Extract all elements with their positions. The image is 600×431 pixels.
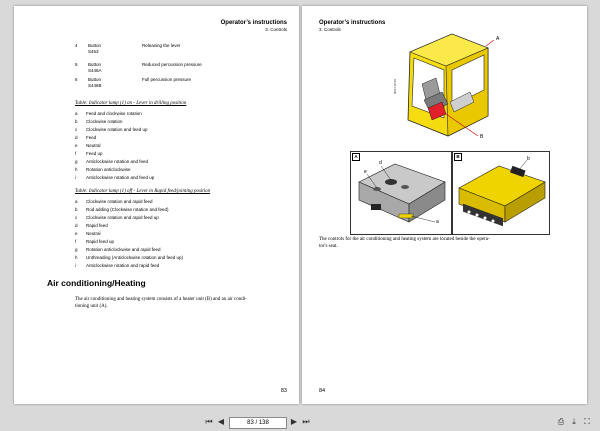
button-number: 6 <box>75 77 78 82</box>
table2-row <box>75 247 161 252</box>
row-text: Feed up <box>86 151 103 156</box>
figure-tag: B <box>454 153 462 161</box>
page-number: 84 <box>319 388 326 394</box>
row-text: Unthreading (Anticlockwise rotation and feed up) <box>86 255 184 260</box>
row-letter: i <box>75 263 76 268</box>
row-letter: i <box>75 175 76 180</box>
row-text: Rod adding (Clockwise rotation and feed) <box>86 207 169 212</box>
row-text: Anticlockwise rotation and feed <box>86 159 149 164</box>
paragraph-line: The air conditioning and heating system consists of a heater unit (B) and an air condi- <box>75 297 247 302</box>
document-page-right <box>302 6 587 404</box>
paragraph-line: tioning unit (A). <box>75 304 108 309</box>
page-number: 83 <box>280 388 287 394</box>
row-letter: d <box>75 223 78 228</box>
table2-row <box>75 231 101 236</box>
row-letter: c <box>75 215 78 220</box>
row-text: Clockwise rotation and feed up <box>86 127 148 132</box>
pdf-toolbar <box>0 414 600 431</box>
button-number: 4 <box>75 43 78 48</box>
previous-page-icon[interactable]: ◀ <box>217 417 225 426</box>
row-letter: a <box>75 199 78 204</box>
row-letter: g <box>75 247 78 252</box>
button-name: Button S453 <box>88 43 102 54</box>
row-letter: e <box>75 231 78 236</box>
document-page-left <box>14 6 299 404</box>
button-description: Releasing the lever <box>142 43 181 48</box>
download-icon[interactable]: ⤓ <box>572 417 576 426</box>
table2-row <box>75 255 183 260</box>
table1-caption: Table: Indicator lamp (1) on - Lever in drilling position <box>75 101 187 106</box>
figure-letter: b <box>527 156 530 162</box>
section-heading: Air conditioning/Heating <box>47 278 146 288</box>
table1-row <box>75 127 148 132</box>
table1-row <box>75 119 123 124</box>
print-icon[interactable]: ⎙ <box>557 417 565 426</box>
header-title: Operator’s instructions <box>220 20 287 26</box>
row-text: Feed <box>86 135 97 140</box>
table1-row <box>75 111 142 116</box>
row-text: Anticlockwise rotation and feed up <box>86 175 155 180</box>
row-letter: c <box>75 127 78 132</box>
body-paragraph <box>319 236 574 250</box>
row-letter: f <box>75 239 77 244</box>
button-name: Button S446B <box>88 77 102 88</box>
figure-label-a: A <box>496 36 500 42</box>
figure-letter: e <box>364 169 367 175</box>
table2-row <box>75 223 108 228</box>
row-letter: d <box>75 135 78 140</box>
cab-illustration <box>390 24 500 148</box>
figure-label-b: B <box>480 134 484 140</box>
table1-row <box>75 135 96 140</box>
header-title: Operator’s instructions <box>319 20 386 26</box>
figure-letter: a <box>436 219 439 225</box>
row-text: Neutral <box>86 231 101 236</box>
body-paragraph <box>75 296 290 310</box>
table2-row <box>75 199 153 204</box>
table1-row <box>75 159 148 164</box>
row-letter: b <box>75 207 78 212</box>
row-text: Rotation anticlockwise and rapid feed <box>86 247 161 252</box>
row-text: Clockwise rotation and rapid feed up <box>86 215 159 220</box>
table2-row <box>75 215 159 220</box>
row-text: Clockwise rotation <box>86 119 123 124</box>
fullscreen-icon[interactable]: ⛶ <box>584 417 590 426</box>
figure-tag: A <box>352 153 360 161</box>
row-letter: h <box>75 255 78 260</box>
row-text: Neutral <box>86 143 101 148</box>
page-indicator[interactable]: 83 / 138 <box>229 417 287 429</box>
button-description: Full percussion pressure <box>142 77 192 82</box>
row-letter: e <box>75 143 78 148</box>
row-text: Rapid feed <box>86 223 108 228</box>
header-section: 3. Controls <box>265 27 287 32</box>
header-section: 3. Controls <box>319 27 341 32</box>
button-number: 5 <box>75 62 78 67</box>
figure-a-panel <box>350 151 452 235</box>
table2-row <box>75 263 159 268</box>
last-page-icon[interactable]: ⏭ <box>302 417 310 426</box>
figure-b-panel <box>452 151 550 235</box>
row-letter: b <box>75 119 78 124</box>
table1-row <box>75 151 103 156</box>
row-text: Anticlockwise rotation and rapid feed <box>86 263 160 268</box>
button-description: Reduced percussion pressure <box>142 62 202 67</box>
row-letter: f <box>75 151 77 156</box>
paragraph-line: The controls for the air conditioning and heating system are located beside the opera- <box>319 237 490 242</box>
next-page-icon[interactable]: ▶ <box>290 417 298 426</box>
button-name: Button S446A <box>88 62 102 73</box>
row-text: Rotation anticlockwise <box>86 167 131 172</box>
ac-unit-drawing <box>453 152 549 234</box>
row-letter: h <box>75 167 78 172</box>
figure-letter: d <box>379 160 382 166</box>
row-text: Clockwise rotation and rapid feed <box>86 199 153 204</box>
row-text: Feed and clockwise rotation <box>86 111 142 116</box>
row-text: Rapid feed up <box>86 239 115 244</box>
figure-side-code: 0004 18 05 <box>393 78 397 94</box>
row-letter: g <box>75 159 78 164</box>
table2-row <box>75 239 114 244</box>
table1-row <box>75 167 131 172</box>
table1-row <box>75 175 154 180</box>
row-letter: a <box>75 111 78 116</box>
first-page-icon[interactable]: ⏮ <box>205 417 213 426</box>
table2-caption: Table: Indicator lamp (1) off - Lever in Rapid feed/jointing position <box>75 189 211 194</box>
table1-row <box>75 143 101 148</box>
table2-row <box>75 207 169 212</box>
paragraph-line: tor's seat. <box>319 244 338 249</box>
